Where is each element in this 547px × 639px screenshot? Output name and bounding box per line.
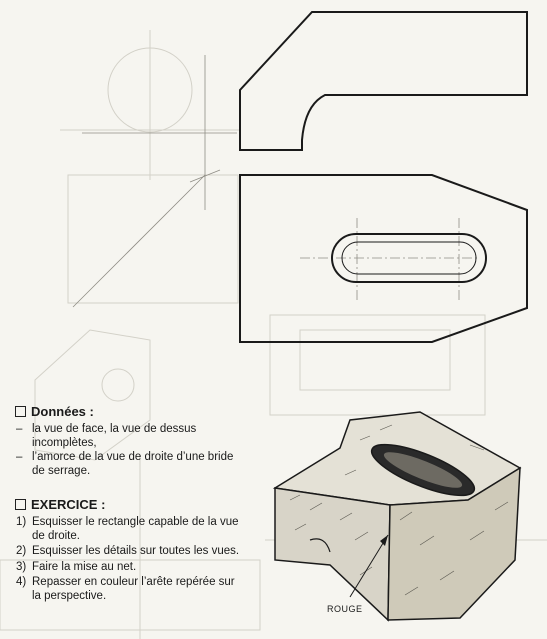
donnees-item: – l’amorce de la vue de droite d’une bride de serrage.: [16, 451, 246, 478]
exercice-step: [16, 576, 246, 603]
step-text: Esquisser les détails sur toutes les vues.: [32, 545, 240, 557]
perspective-drawing: [275, 412, 520, 620]
exercice-step: [16, 561, 246, 575]
exercice-step: [16, 545, 246, 559]
step-text: Repasser en couleur l’arête repérée sur la perspective.: [32, 576, 235, 602]
donnees-title: Données :: [31, 404, 94, 419]
exercice-steps: [16, 516, 246, 605]
donnees-heading: [15, 404, 94, 419]
construction-lines: [73, 55, 478, 307]
exercice-step: [16, 516, 246, 543]
step-text: Faire la mise au net.: [32, 560, 137, 573]
step-number: 1): [16, 516, 27, 528]
step-number: 3): [16, 560, 27, 573]
top-view-outline: [240, 12, 527, 150]
donnees-item: – la vue de face, la vue de dessus incomplètes,: [16, 423, 246, 450]
step-text: Esquisser le rectangle capable de la vue de droite.: [32, 516, 239, 542]
exercice-title: EXERCICE :: [31, 497, 106, 512]
step-number: 2): [16, 545, 27, 557]
checkbox-icon: [15, 499, 26, 510]
donnees-list: [16, 423, 246, 479]
checkbox-icon: [15, 406, 26, 417]
rouge-label: ROUGE: [327, 604, 363, 614]
exercice-heading: [15, 497, 105, 512]
step-number: 4): [16, 576, 27, 588]
front-view-outline: [240, 175, 527, 342]
